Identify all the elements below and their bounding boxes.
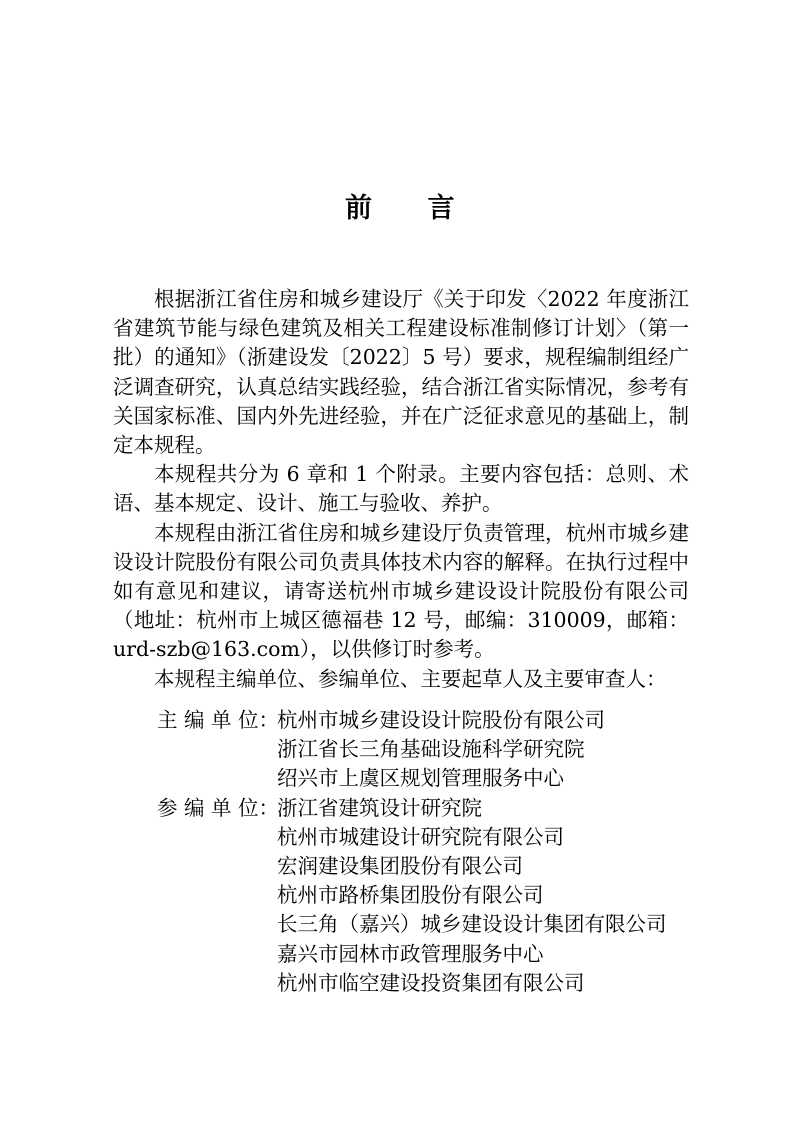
unit-name: 杭州市城乡建设设计院股份有限公司	[277, 708, 605, 732]
paragraph-1: 根据浙江省住房和城乡建设厅《关于印发〈2022 年度浙江省建筑节能与绿色建筑及相关工程建设标准制修订计划〉（第一批）的通知》（浙建设发〔2022〕5 号）要求，规程编制组经广泛调查研究，认真总结实践经验，结合浙江省实际情况，参考有关国家标准、国内外先进经验，并在广泛征求意见的基础上，制定本规程。	[113, 287, 689, 458]
unit-row	[113, 881, 689, 910]
unit-name: 宏润建设集团股份有限公司	[277, 854, 523, 879]
paragraph-4: 本规程主编单位、参编单位、主要起草人及主要审查人：	[154, 666, 667, 691]
unit-name: 杭州市城建设计研究院有限公司	[277, 824, 564, 849]
unit-name: 杭州市临空建设投资集团有限公司	[277, 970, 585, 995]
unit-row	[113, 706, 689, 735]
unit-name: 杭州市路桥集团股份有限公司	[277, 883, 544, 908]
page-title: 前 言	[345, 193, 455, 224]
unit-row	[113, 735, 689, 764]
unit-name: 浙江省建筑设计研究院	[277, 795, 482, 820]
foreword-body	[113, 285, 689, 694]
unit-row	[113, 764, 689, 793]
unit-name: 长三角（嘉兴）城乡建设设计集团有限公司	[277, 912, 667, 937]
paragraph-2: 本规程共分为 6 章和 1 个附录。主要内容包括：总则、术语、基本规定、设计、施工与验收、养护。	[113, 462, 689, 516]
unit-row	[113, 940, 689, 969]
unit-group-chief-editor	[113, 706, 689, 794]
unit-row	[113, 794, 689, 823]
unit-name: 嘉兴市园林市政管理服务中心	[277, 941, 544, 966]
unit-group-participating	[113, 794, 689, 998]
unit-group-label: 主 编 单 位：	[157, 708, 280, 732]
contributing-units-list	[113, 706, 689, 998]
unit-row	[113, 852, 689, 881]
unit-row	[113, 823, 689, 852]
unit-name: 绍兴市上虞区规划管理服务中心	[277, 766, 564, 791]
unit-name: 浙江省长三角基础设施科学研究院	[277, 737, 585, 762]
unit-group-label: 参 编 单 位：	[157, 795, 280, 820]
unit-row	[113, 910, 689, 939]
unit-row	[113, 969, 689, 998]
paragraph-3: 本规程由浙江省住房和城乡建设厅负责管理，杭州市城乡建设设计院股份有限公司负责具体技术内容的解释。在执行过程中如有意见和建议，请寄送杭州市城乡建设设计院股份有限公司（地址：杭州市上城区德福巷 12 号，邮编：310009，邮箱：urd-szb@163.com），以供修订时参考。	[113, 520, 689, 662]
